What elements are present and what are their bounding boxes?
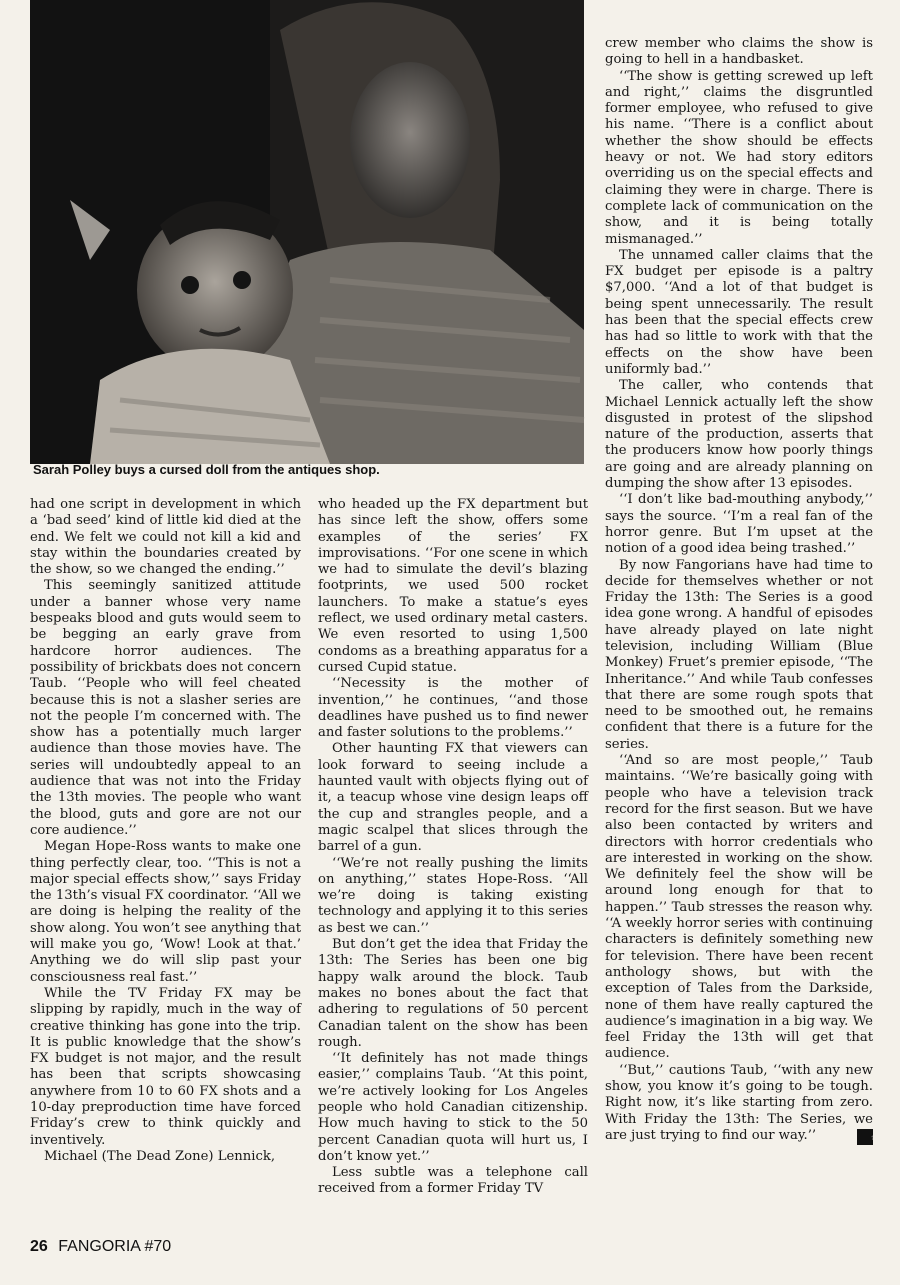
article-column-3 [605, 36, 881, 1232]
photo-caption: Sarah Polley buys a cursed doll from the antiques shop. [33, 462, 380, 477]
paragraph: This seemingly sanitized attitude under a banner whose very name bespeaks blood and guts would seem to be begging an early grave from hardcore horror audiences. The possibility of brickbats does not concern Taub. ‘‘People who will feel cheated because this is not a slasher series are not the people I’m concerned with. The show has a potentially much larger audience than those movies have. The series will undoubtedly appeal to an audience that was not into the Friday the 13th movies. The people who want the blood, guts and gore are not our core audience.’’ [30, 578, 301, 838]
paragraph: ‘‘The show is getting screwed up left and right,’’ claims the disgruntled former employee, who refused to give his name. ‘‘There is a conflict about whether the show should be effects heavy or not. We had story editors overriding us on the special effects and claiming they were in charge. There is complete lack of communication on the show, and it is being totally mismanaged.’’ [605, 68, 873, 247]
paragraph: who headed up the FX department but has since left the show, offers some examples of the series’ FX improvisations. ‘‘For one scene in which we had to simulate the devil’s blazing footprints, we used 500 rocket launchers. To make a statue’s eyes reflect, we used ordinary metal casters. We even resorted to using 1,500 condoms as a breathing apparatus for a cursed Cupid statue. [318, 497, 588, 675]
skull-icon: ☠ [857, 1129, 873, 1145]
paragraph: By now Fangorians have had time to decide for themselves whether or not Friday the 13th: The Series is a good idea gone wrong. A handful of episodes have already played on late night television, including William (Blue Monkey) Fruet’s premier episode, ‘‘The Inheritance.’’ And while Taub confesses that there are some rough spots that need to be smoothed out, he remains confident that there is a future for the series. [605, 557, 873, 752]
paragraph: ‘‘It definitely has not made things easier,’’ complains Taub. ‘‘At this point, we’re actively looking for Los Angeles people who hold Canadian citizenship. How much having to stick to the 50 percent Canadian quota will hurt us, I don’t know yet.’’ [318, 1051, 588, 1164]
article-column-1 [30, 497, 301, 1232]
paragraph-text: ‘‘But,’’ cautions Taub, ‘‘with any new show, you know it’s going to be tough. Right now, it’s like starting from zero. With Friday the 13th: The Series, we are just trying to find our way.’’ [605, 1062, 873, 1143]
paragraph: ‘‘We’re not really pushing the limits on anything,’’ states Hope-Ross. ‘‘All we’re doing is taking existing technology and applying it to this series as best we can.’’ [318, 855, 588, 936]
paragraph: ‘‘And so are most people,’’ Taub maintains. ‘‘We’re basically going with people who have a television track record for the first season. But we have also been contacted by writers and directors with horror credentials who are interested in working on the show. We definitely feel the show will be around long enough for that to happen.’’ Taub stresses the reason why. ‘‘A weekly horror series with continuing characters is definitely something new for television. There have been recent anthology shows, but with the exception of Tales from the Darkside, none of them have really captured the audience’s imagination in a big way. We feel Friday the 13th will get that audience. [605, 753, 873, 1062]
photo-girl-with-doll [30, 0, 584, 464]
paragraph: Other haunting FX that viewers can look forward to seeing include a haunted vault with objects flying out of it, a teacup whose vine design leaps off the cup and strangles people, and a magic scalpel that slices through the barrel of a gun. [318, 741, 588, 855]
publication-name: FANGORIA #70 [58, 1238, 172, 1255]
article-column-2 [318, 497, 588, 1232]
page-number: 26 [30, 1238, 48, 1255]
paragraph: ‘‘Necessity is the mother of invention,’’ he continues, ‘‘and those deadlines have pushed us to find newer and faster solutions to the problems.’’ [318, 676, 588, 741]
paragraph: The caller, who contends that Michael Lennick actually left the show disgusted in protest of the slipshod nature of the production, asserts that the producers know how poorly things are going and are already planning on dumping the show after 13 episodes. [605, 378, 873, 492]
paragraph: crew member who claims the show is going to hell in a handbasket. [605, 36, 873, 68]
article-photo [30, 0, 584, 464]
paragraph [605, 1062, 881, 1144]
paragraph: had one script in development in which a ‘bad seed’ kind of little kid died at the end. We felt we could not kill a kid and stay within the boundaries created by the show, so we changed the ending.’’ [30, 497, 301, 578]
paragraph: Michael (The Dead Zone) Lennick, [44, 1148, 276, 1164]
paragraph: The unnamed caller claims that the FX budget per episode is a paltry $7,000. ‘‘And a lot of that budget is being spent unnecessarily. The result has been that the special effects crew has had so little to work with that the effects on the show have been uniformly bad.’’ [605, 247, 873, 377]
paragraph: Less subtle was a telephone call received from a former Friday TV [318, 1165, 588, 1197]
paragraph: But don’t get the idea that Friday the 13th: The Series has been one big happy walk around the block. Taub makes no bones about the fact that adhering to regulations of 50 percent Canadian talent on the show has been rough. [318, 937, 588, 1050]
paragraph: ‘‘I don’t like bad-mouthing anybody,’’ says the source. ‘‘I’m a real fan of the horror genre. But I’m upset at the notion of a good idea being trashed.’’ [605, 492, 873, 557]
page-footer [30, 1238, 171, 1256]
paragraph: While the TV Friday FX may be slipping by rapidly, much in the way of creative thinking has gone into the trip. It is public knowledge that the show’s FX budget is not major, and the result has been that scripts showcasing anywhere from 10 to 60 FX shots and a 10-day preproduction time have forced Friday’s crew to think quickly and inventively. [30, 985, 301, 1148]
paragraph: Megan Hope-Ross wants to make one thing perfectly clear, too. ‘‘This is not a major special effects show,’’ says Friday the 13th’s visual FX coordinator. ‘‘All we are doing is helping the reality of the show along. You won’t see anything that will make you go, ‘Wow! Look at that.’ Anything we do will slip past your consciousness real fast.’’ [30, 839, 301, 985]
